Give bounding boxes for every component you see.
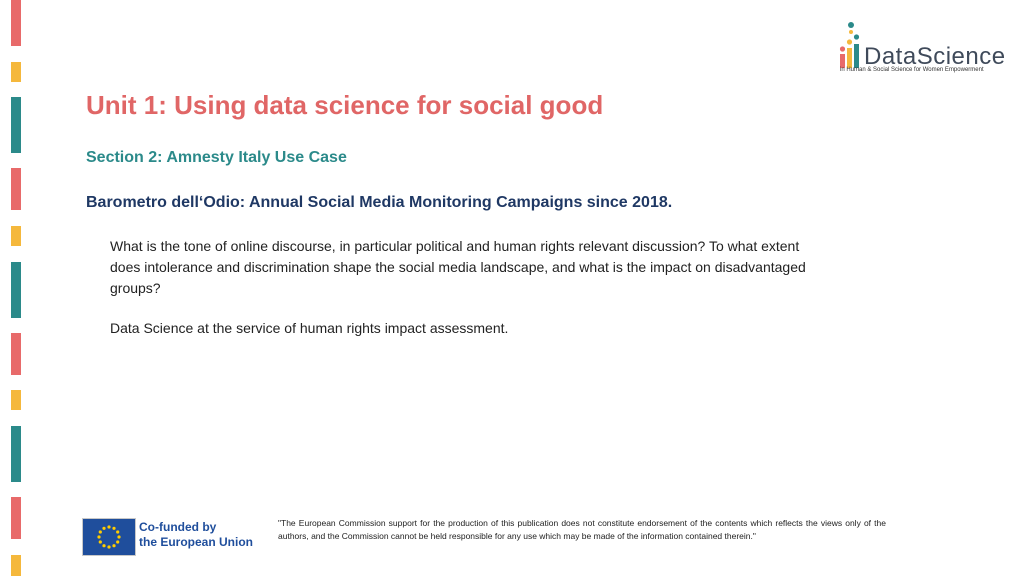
stripe-segment [11,555,21,576]
datascience-logo [838,20,1008,78]
stripe-segment [11,390,21,410]
eu-disclaimer: "The European Commission support for the production of this publication does not constitute endorsement of the contents which reflects the views only of the authors, and the Commission cannot be held responsible for any use which may be made of the information contained therein." [278,518,886,541]
subheading: Barometro dell‘Odio: Annual Social Media Monitoring Campaigns since 2018. [86,194,673,211]
logo-name-part2: Science [916,43,1006,70]
logo-tagline: in Human & Social Science for Women Empowerment [840,67,984,73]
eu-label-line1: Co-funded by [139,520,217,534]
stripe-segment [11,262,21,318]
eu-label-line2: the European Union [139,535,253,549]
logo-wordmark [864,43,1006,70]
logo-name-part1: Data [864,43,917,70]
stripe-segment [11,226,21,246]
body-paragraph-1: What is the tone of online discourse, in particular political and human rights relevant discussion? To what extent does intolerance and discrimination shape the social media landscape, and what is the impact on disadvantaged groups? [110,238,806,296]
stripe-segment [11,62,21,82]
body-paragraph-2: Data Science at the service of human rights impact assessment. [110,320,509,336]
stripe-segment [11,426,21,482]
stripe-segment [11,168,21,210]
section-heading: Section 2: Amnesty Italy Use Case [86,149,347,166]
stripe-segment [11,333,21,375]
page-title: Unit 1: Using data science for social good [86,90,604,120]
eu-cofunded-label [139,520,253,550]
stripe-segment [11,0,21,46]
stripe-segment [11,97,21,153]
stripe-segment [11,497,21,539]
eu-flag-icon [82,518,136,556]
